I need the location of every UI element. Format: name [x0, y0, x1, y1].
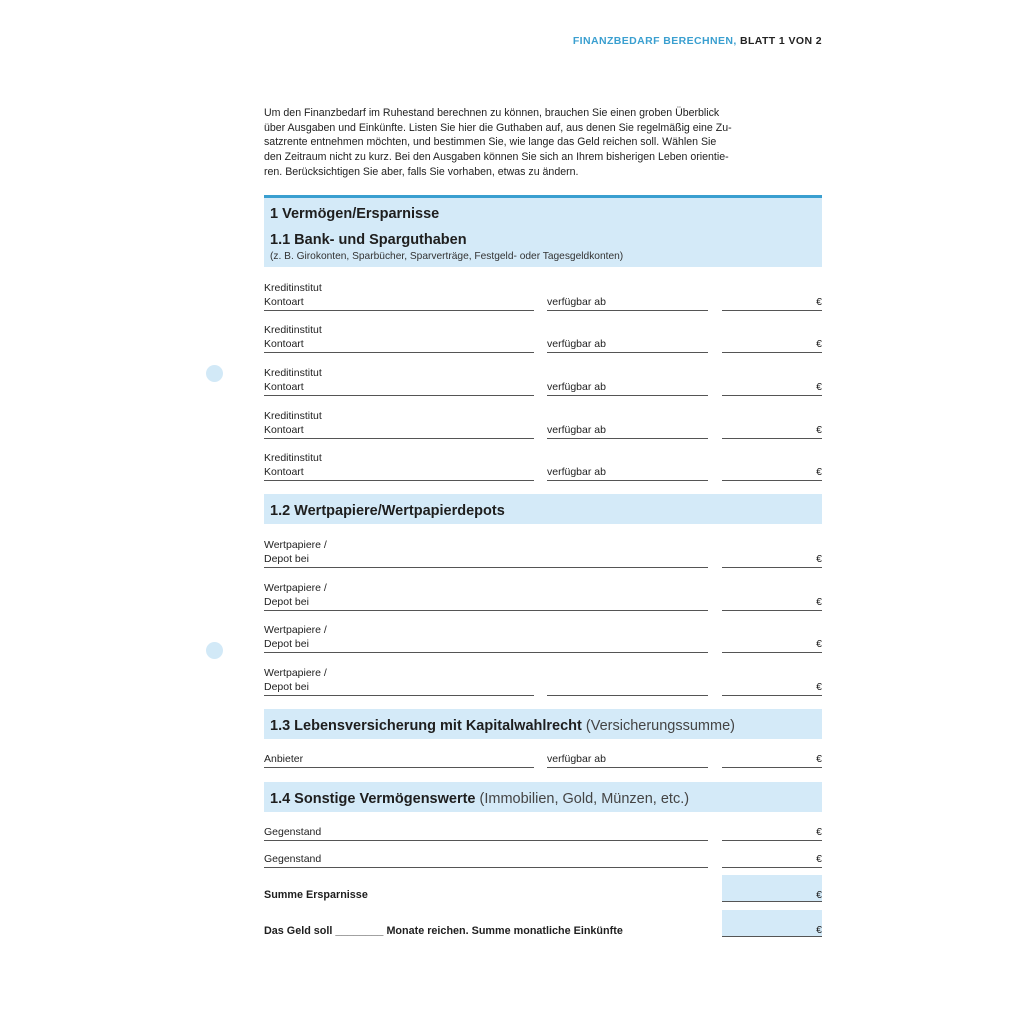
- bank-institute-label: Kreditinstitut: [264, 410, 322, 422]
- header-page-indicator: BLATT 1 VON 2: [739, 35, 822, 47]
- depot-field[interactable]: Depot bei: [264, 680, 534, 696]
- depot-field[interactable]: Depot bei: [264, 552, 708, 568]
- amount-field[interactable]: €: [722, 825, 822, 841]
- available-from-field[interactable]: verfügbar ab: [547, 752, 708, 768]
- securities-label: Wertpapiere /: [264, 624, 327, 636]
- intro-paragraph: Um den Finanzbedarf im Ruhestand berechnen zu können, brauchen Sie einen groben Überblick über Ausgaben und Einkünfte. Listen Sie hier die Guthaben auf, aus denen Sie regelmäßig eine Zu- satzrente entnehmen möchten, und bestimmen Sie, wie lange das Geld reichen soll. Wählen Sie den Zeitraum nicht zu kurz. Bei den Ausgaben können Sie sich an Ihrem bisherigen Leben orientie- ren. Berücksichtigen Sie aber, falls Sie vorhaben, etwas zu ändern.: [264, 107, 732, 178]
- account-type-field[interactable]: Kontoart: [264, 337, 534, 353]
- available-from-field[interactable]: verfügbar ab: [547, 465, 708, 481]
- account-type-field[interactable]: Kontoart: [264, 423, 534, 439]
- section-1-1-examples: (z. B. Girokonten, Sparbücher, Sparverträge, Festgeld- oder Tagesgeldkonten): [270, 251, 624, 262]
- section-1-4-title: 1.4 Sonstige Vermögenswerte (Immobilien, Gold, Münzen, etc.): [270, 791, 690, 807]
- amount-field[interactable]: €: [722, 552, 822, 568]
- available-from-field[interactable]: verfügbar ab: [547, 423, 708, 439]
- bank-institute-label: Kreditinstitut: [264, 324, 322, 336]
- punch-hole-top: [206, 365, 223, 382]
- securities-label: Wertpapiere /: [264, 539, 327, 551]
- bank-institute-label: Kreditinstitut: [264, 452, 322, 464]
- depot-extra-field[interactable]: [547, 680, 708, 696]
- amount-field[interactable]: €: [722, 465, 822, 481]
- amount-field[interactable]: €: [722, 337, 822, 353]
- available-from-field[interactable]: verfügbar ab: [547, 337, 708, 353]
- securities-label: Wertpapiere /: [264, 667, 327, 679]
- punch-hole-bottom: [206, 642, 223, 659]
- section-1-2-title: 1.2 Wertpapiere/Wertpapierdepots: [270, 503, 505, 519]
- total-savings-label: Summe Ersparnisse: [264, 889, 368, 901]
- amount-field[interactable]: €: [722, 680, 822, 696]
- amount-field[interactable]: €: [722, 423, 822, 439]
- amount-field[interactable]: €: [722, 637, 822, 653]
- monthly-income-field[interactable]: €: [722, 910, 822, 937]
- account-type-field[interactable]: Kontoart: [264, 295, 534, 311]
- amount-field[interactable]: €: [722, 595, 822, 611]
- amount-field[interactable]: €: [722, 852, 822, 868]
- total-savings-field[interactable]: €: [722, 875, 822, 902]
- account-type-field[interactable]: Kontoart: [264, 465, 534, 481]
- depot-field[interactable]: Depot bei: [264, 637, 708, 653]
- item-field[interactable]: Gegenstand: [264, 852, 708, 868]
- available-from-field[interactable]: verfügbar ab: [547, 295, 708, 311]
- header-title: FINANZBEDARF BERECHNEN,: [572, 35, 737, 47]
- amount-field[interactable]: €: [722, 295, 822, 311]
- amount-field[interactable]: €: [722, 752, 822, 768]
- page-header: [573, 35, 822, 47]
- section-1-3-title: 1.3 Lebensversicherung mit Kapitalwahlrecht (Versicherungssumme): [270, 718, 735, 734]
- depot-field[interactable]: Depot bei: [264, 595, 708, 611]
- securities-label: Wertpapiere /: [264, 582, 327, 594]
- section-1-1-title: 1.1 Bank- und Sparguthaben: [270, 232, 467, 248]
- months-income-label: Das Geld soll ________ Monate reichen. Summe monatliche Einkünfte: [264, 925, 623, 937]
- available-from-field[interactable]: verfügbar ab: [547, 380, 708, 396]
- bank-institute-label: Kreditinstitut: [264, 282, 322, 294]
- item-field[interactable]: Gegenstand: [264, 825, 708, 841]
- provider-field[interactable]: Anbieter: [264, 752, 534, 768]
- section-1-title: 1 Vermögen/Ersparnisse: [270, 206, 440, 222]
- account-type-field[interactable]: Kontoart: [264, 380, 534, 396]
- bank-institute-label: Kreditinstitut: [264, 367, 322, 379]
- amount-field[interactable]: €: [722, 380, 822, 396]
